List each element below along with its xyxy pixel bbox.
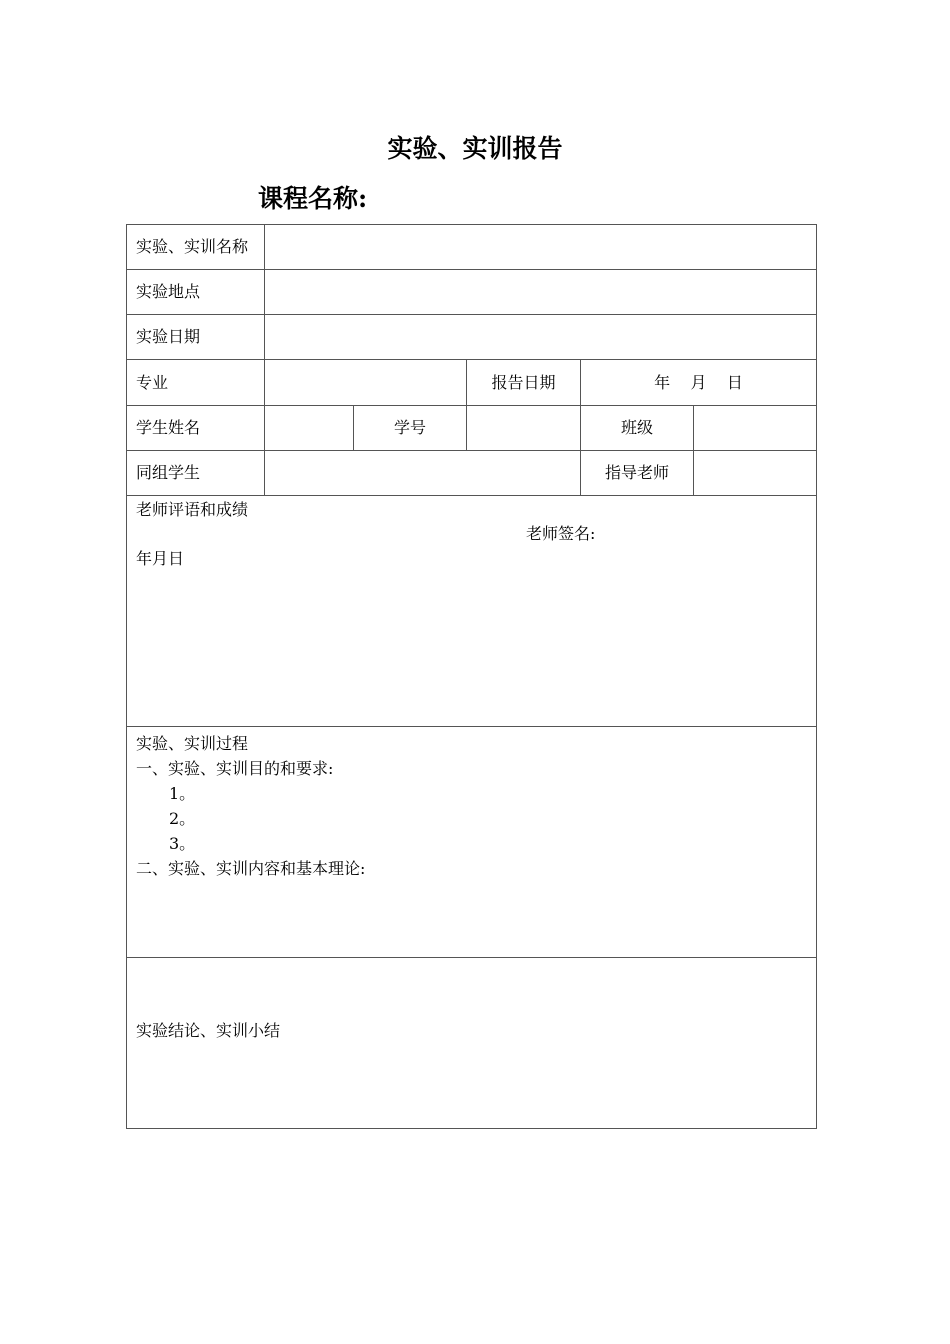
month-label: 月	[690, 372, 707, 392]
location-field[interactable]	[265, 270, 817, 315]
experiment-date-label: 实验日期	[127, 315, 265, 360]
table-row	[127, 958, 817, 1129]
table-row	[127, 451, 817, 496]
content-theory-heading: 二、实验、实训内容和基本理论:	[136, 859, 366, 878]
student-id-label: 学号	[354, 406, 467, 451]
table-row	[127, 360, 817, 406]
major-label: 专业	[127, 360, 265, 406]
process-block	[136, 731, 816, 957]
table-row	[127, 496, 817, 727]
conclusion-block	[136, 962, 816, 1128]
list-item: 2。	[169, 809, 196, 828]
table-row	[127, 270, 817, 315]
teacher-comments-cell[interactable]	[127, 496, 817, 727]
student-id-field[interactable]	[467, 406, 581, 451]
student-name-field[interactable]	[265, 406, 354, 451]
table-row	[127, 727, 817, 958]
teacher-comments-heading: 老师评语和成绩	[136, 500, 249, 519]
group-students-field[interactable]	[265, 451, 581, 496]
report-date-field[interactable]	[581, 360, 817, 406]
table-row	[127, 225, 817, 270]
year-label: 年	[654, 372, 671, 392]
experiment-name-field[interactable]	[265, 225, 817, 270]
list-item: 3。	[169, 834, 196, 853]
conclusion-cell[interactable]	[127, 958, 817, 1129]
report-form-table	[126, 224, 817, 1129]
location-label: 实验地点	[127, 270, 265, 315]
page-title: 实验、实训报告	[387, 134, 563, 163]
class-field[interactable]	[694, 406, 817, 451]
day-label: 日	[726, 372, 743, 392]
major-field[interactable]	[265, 360, 467, 406]
teacher-date-label: 年月日	[136, 549, 185, 568]
experiment-date-field[interactable]	[265, 315, 817, 360]
objectives-heading: 一、实验、实训目的和要求:	[136, 759, 334, 778]
student-name-label: 学生姓名	[127, 406, 265, 451]
conclusion-label: 实验结论、实训小结	[136, 1021, 281, 1040]
class-label: 班级	[581, 406, 694, 451]
group-students-label: 同组学生	[127, 451, 265, 496]
table-row	[127, 315, 817, 360]
teacher-signature-label: 老师签名:	[526, 524, 596, 543]
process-cell[interactable]	[127, 727, 817, 958]
report-date-label: 报告日期	[467, 360, 581, 406]
advisor-label: 指导老师	[581, 451, 694, 496]
table-row	[127, 406, 817, 451]
process-heading: 实验、实训过程	[136, 734, 249, 753]
course-name-label: 课程名称:	[258, 184, 368, 213]
teacher-comments-block	[136, 500, 816, 726]
list-item: 1。	[169, 784, 196, 803]
experiment-name-label: 实验、实训名称	[127, 225, 265, 270]
advisor-field[interactable]	[694, 451, 817, 496]
